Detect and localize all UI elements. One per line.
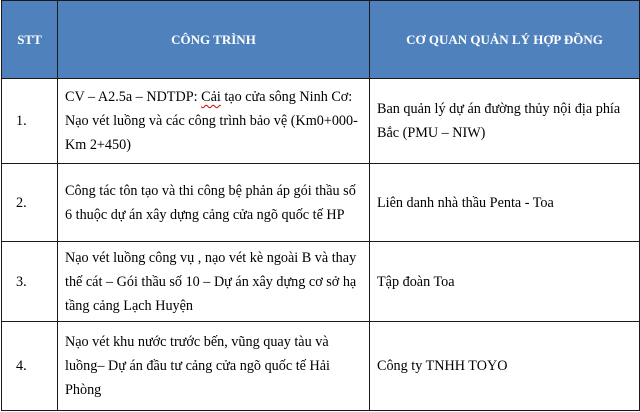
header-row bbox=[2, 1, 640, 79]
header-co-quan: CƠ QUAN QUẢN LÝ HỢP ĐỒNG bbox=[370, 1, 640, 79]
table-header bbox=[2, 1, 640, 79]
row-cong-trinh: Công tác tôn tạo và thi công bệ phản áp gói thầu số 6 thuộc dự án xây dựng cảng cửa ngõ quốc tế HP bbox=[58, 164, 370, 242]
cong-trinh-prefix: CV – A2.5a – NDTDP: bbox=[65, 89, 202, 105]
table-row bbox=[2, 79, 640, 164]
row-stt: 4. bbox=[2, 322, 58, 411]
header-stt: STT bbox=[2, 1, 58, 79]
row-co-quan: Công ty TNHH TOYO bbox=[370, 322, 640, 411]
cong-trinh-suffix: tạo cửa sông Ninh Cơ: Nạo vét luồng và các công trình bảo vệ (Km0+000-Km 2+450) bbox=[65, 89, 358, 153]
header-cong-trinh: CÔNG TRÌNH bbox=[58, 1, 370, 79]
row-stt: 1. bbox=[2, 79, 58, 164]
row-cong-trinh: Nạo vét khu nước trước bến, vũng quay tàu và luồng– Dự án đầu tư cảng cửa ngõ quốc tế Hải Phòng bbox=[58, 322, 370, 411]
row-co-quan: Tập đoàn Toa bbox=[370, 242, 640, 322]
table-body bbox=[2, 79, 640, 411]
table-row bbox=[2, 322, 640, 411]
contracts-table bbox=[1, 0, 640, 411]
row-cong-trinh: Nạo vét luồng công vụ , nạo vét kè ngoài B và thay thế cát – Gói thầu số 10 – Dự án xây dựng cơ sở hạ tầng cảng Lạch Huyện bbox=[58, 242, 370, 322]
spellcheck-word: Cải bbox=[201, 89, 221, 105]
row-stt: 2. bbox=[2, 164, 58, 242]
row-co-quan: Liên danh nhà thầu Penta - Toa bbox=[370, 164, 640, 242]
table-row bbox=[2, 242, 640, 322]
table-row bbox=[2, 164, 640, 242]
row-co-quan: Ban quản lý dự án đường thủy nội địa phía Bắc (PMU – NIW) bbox=[370, 79, 640, 164]
row-cong-trinh bbox=[58, 79, 370, 164]
row-stt: 3. bbox=[2, 242, 58, 322]
